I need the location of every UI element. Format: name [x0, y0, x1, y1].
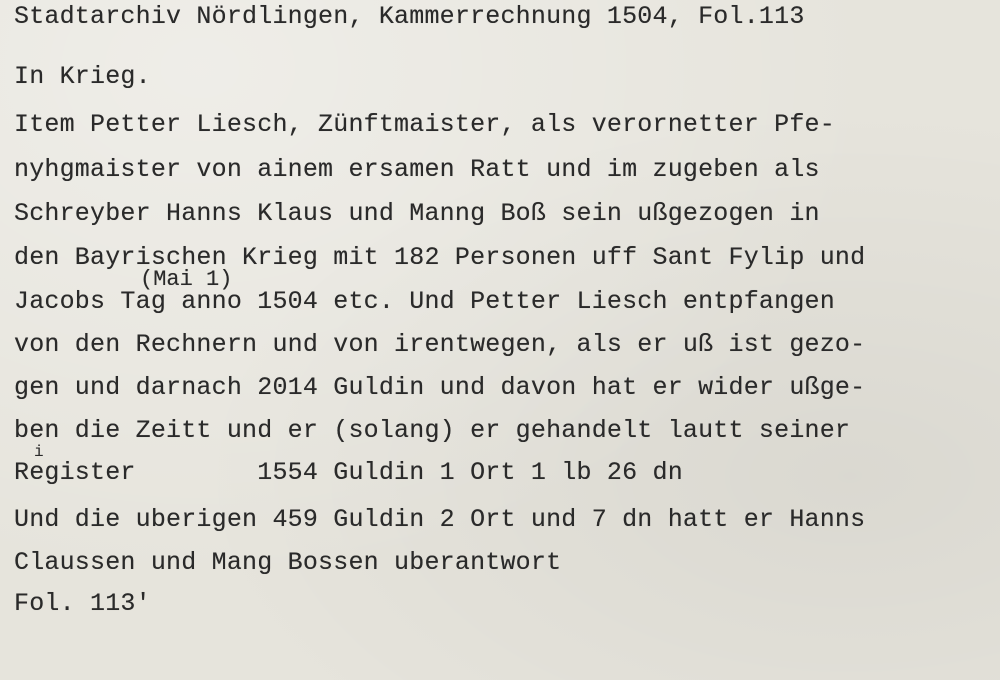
- text-line: gen und darnach 2014 Guldin und davon hat er wider ußge-: [14, 373, 866, 402]
- text-line: ben die Zeitt und er (solang) er gehandelt lautt seiner: [14, 416, 851, 445]
- margin-date-annotation: (Mai 1): [140, 267, 233, 292]
- text-line: von den Rechnern und von irentwegen, als er uß ist gezo-: [14, 330, 866, 359]
- text-line: Und die uberigen 459 Guldin 2 Ort und 7 dn hatt er Hanns: [14, 505, 866, 534]
- archive-header: Stadtarchiv Nördlingen, Kammerrechnung 1504, Fol.113: [14, 2, 805, 31]
- text-line: nyhgmaister von ainem ersamen Ratt und im zugeben als: [14, 155, 820, 184]
- text-line: Claussen und Mang Bossen uberantwort: [14, 548, 562, 577]
- register-total-line: Register 1554 Guldin 1 Ort 1 lb 26 dn: [14, 458, 683, 487]
- text-line: Jacobs Tag anno 1504 etc. Und Petter Liesch entpfangen: [14, 287, 835, 316]
- text-line: Item Petter Liesch, Zünftmaister, als verornetter Pfe-: [14, 110, 835, 139]
- text-line: den Bayrischen Krieg mit 182 Personen uff Sant Fylip und: [14, 243, 866, 272]
- insertion-mark: i: [34, 443, 44, 461]
- section-heading: In Krieg.: [14, 62, 151, 91]
- text-line: Schreyber Hanns Klaus und Manng Boß sein ußgezogen in: [14, 199, 820, 228]
- folio-reference: Fol. 113': [14, 589, 151, 618]
